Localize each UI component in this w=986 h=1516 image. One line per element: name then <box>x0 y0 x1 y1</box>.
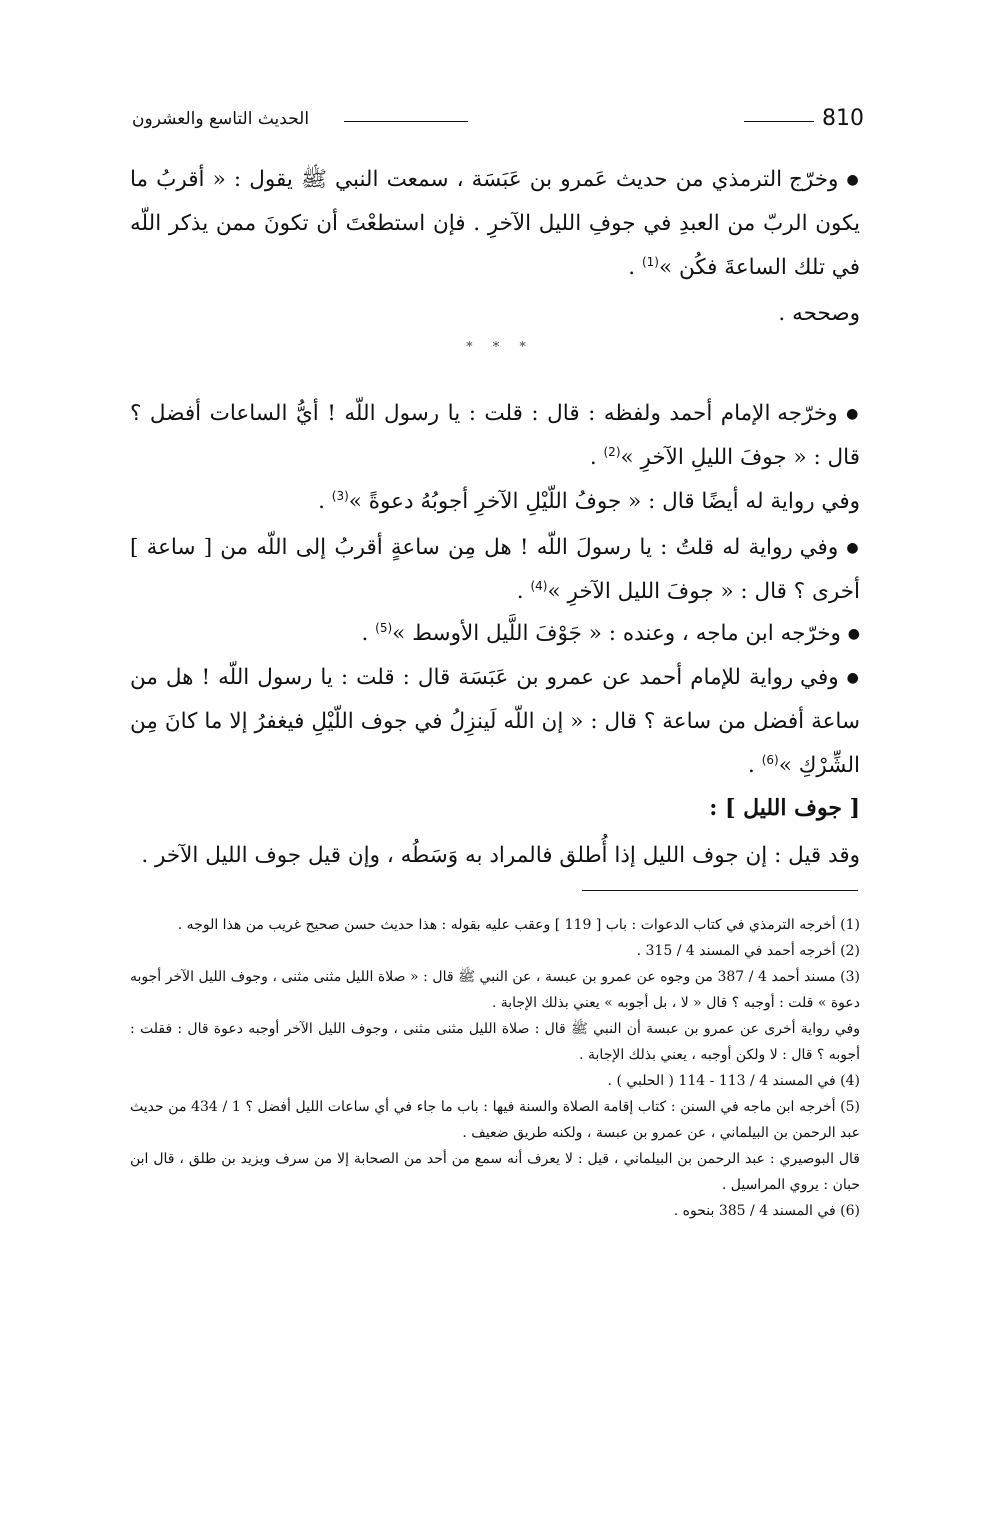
footnote: (6) في المسند 4 / 385 بنحوه . <box>673 1203 860 1219</box>
footnote: وفي رواية أخرى عن عمرو بن عبسة أن النبي ﷺ قال : صلاة الليل مثنى مثنى ، وجوف الليل الآخر أوجبه دعوة قال : فقلت : أجوبه ؟ قال : لا ولكن أوجبه ، يعني بذلك الإجابة . <box>130 1021 860 1063</box>
paragraph-text: وقد قيل : إن جوف الليل إذا أُطلق فالمراد به وَسَطُه ، وإن قيل جوف الليل الآخر . <box>141 843 860 868</box>
section-separator: * * * <box>466 340 534 355</box>
footnote-ref[interactable]: (1) <box>641 254 659 269</box>
paragraph-end: . <box>318 489 332 514</box>
paragraph-text: وفي رواية له أيضًا قال : « جوفُ اللّيْلِ الآخرِ أجوبُهُ دعوةً » <box>348 489 860 514</box>
running-title: الحديث التاسع والعشرون <box>132 109 310 129</box>
bullet-icon: ● <box>846 406 860 422</box>
paragraph <box>130 526 860 614</box>
footnote-ref[interactable]: (3) <box>331 488 349 503</box>
footnote: (1) أخرجه الترمذي في كتاب الدعوات : باب [ 119 ] وعقب عليه بقوله : هذا حديث حسن صحيح غريب من هذا الوجه . <box>177 917 860 933</box>
footnote: (5) أخرجه ابن ماجه في السنن : كتاب إقامة الصلاة والسنة فيها : باب ما جاء في أي ساعات الليل أفضل ؟ 1 / 434 من حديث عبد الرحمن بن البيلماني ، عن عمرو بن عبسة ، ولكنه طريق ضعيف . <box>130 1099 861 1141</box>
paragraph-end: . <box>628 255 642 280</box>
paragraph-text: وخرّجه ابن ماجه ، وعنده : « جَوْفَ اللَّيل الأوسط » <box>392 621 841 646</box>
footnote-divider <box>582 890 858 891</box>
footnote-ref[interactable]: (6) <box>761 752 779 767</box>
paragraph-text: وفي رواية للإمام أحمد عن عمرو بن عَبَسَة قال : قلت : يا رسول اللّه ! هل من ساعة أفضل من ساعة ؟ قال : « إن اللّه لَينزِلُ في جوف اللّيْلِ فيغفرُ إلا ما كانَ مِن الشِّرْكِ » <box>130 665 860 778</box>
paragraph-text: وصححه . <box>778 301 860 326</box>
footnote-ref[interactable]: (2) <box>603 444 621 459</box>
paragraph-end: . <box>589 445 604 470</box>
bullet-icon: ● <box>847 626 860 642</box>
bullet-icon: ● <box>846 670 860 686</box>
footnote: (4) في المسند 4 / 113 - 114 ( الحلبي ) . <box>607 1073 860 1089</box>
paragraph <box>130 834 860 878</box>
footnotes <box>130 912 860 1224</box>
bullet-icon: ● <box>846 540 860 556</box>
paragraph <box>130 392 860 480</box>
paragraph <box>130 292 860 336</box>
header-rule <box>344 121 468 122</box>
paragraph-end: . <box>516 579 531 604</box>
bullet-icon: ● <box>846 172 861 188</box>
paragraph-end: . <box>361 621 376 646</box>
paragraph <box>130 158 860 290</box>
header-rule <box>744 121 814 122</box>
page-header <box>132 102 864 136</box>
footnote-ref[interactable]: (4) <box>530 578 548 593</box>
page-number: 810 <box>822 106 864 131</box>
footnote: قال البوصيري : عبد الرحمن بن البيلماني ، قيل : لا يعرف أنه سمع من أحد من الصحابة إلا من سرف ويزيد بن طلق ، قال ابن حبان : يروي المراسيل . <box>130 1151 860 1193</box>
paragraph-text: وخرّج الترمذي من حديث عَمرو بن عَبَسَة ، سمعت النبي ﷺ يقول : « أقربُ ما يكون الربّ من العبدِ في جوفِ الليل الآخرِ . فإن استطعْتَ أن تكونَ ممن يذكر اللّه في تلك الساعةَ فكُن » <box>130 167 860 280</box>
footnote: (3) مسند أحمد 4 / 387 من وجوه عن عمرو بن عبسة ، عن النبي ﷺ قال : « صلاة الليل مثنى مثنى ، وجوف الليل الآخر أجوبه دعوة » قلت : أوجبه ؟ قال « لا ، بل أجوبه » يعني بذلك الإجابة . <box>130 969 860 1011</box>
footnote-ref[interactable]: (5) <box>375 620 393 635</box>
paragraph-end: . <box>748 753 762 778</box>
paragraph-text: وخرّجه الإمام أحمد ولفظه : قال : قلت : يا رسول اللّه ! أيُّ الساعات أفضل ؟ قال : « جوفَ الليلِ الآخرِ » <box>130 401 860 470</box>
footnote: (2) أخرجه أحمد في المسند 4 / 315 . <box>636 943 860 959</box>
paragraph-text: وفي رواية له قلتُ : يا رسولَ اللّه ! هل مِن ساعةٍ أقربُ إلى اللّه من [ ساعة ] أخرى ؟ قال : « جوفَ الليل الآخرِ » <box>130 535 860 604</box>
paragraph <box>130 612 860 656</box>
section-heading: [ جوف الليل ] : <box>709 795 860 821</box>
paragraph <box>130 480 860 524</box>
paragraph <box>130 656 860 788</box>
